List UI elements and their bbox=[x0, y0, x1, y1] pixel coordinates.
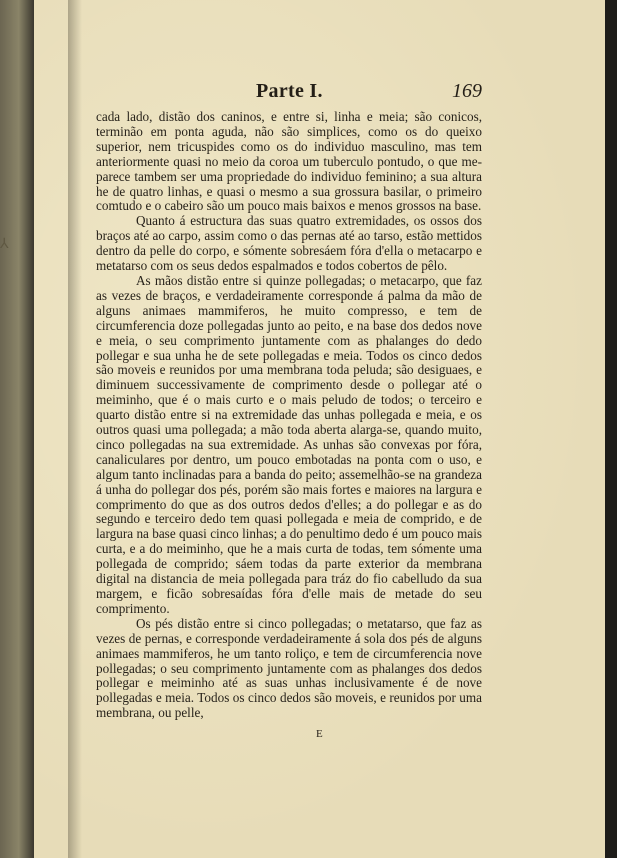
paragraph-2: Quanto á estructura das suas quatro extremidades, os ossos dos braços até ao carpo, assim como o das pernas até ao tarso, estão mettidos dentro da pelle do corpo, e sómente sobresáem fóra d'ella o metacarpo e metatarso com os seus dedos espalmados e todos cobertos de pêlo. bbox=[96, 213, 482, 274]
paragraph-3: As mãos distão entre si quinze pollegadas; o metacarpo, que faz as vezes de braços, e verdadeiramente corresponde á palma da mão de alguns animaes mammiferos, he muito compresso, e tem de circumferencia doze pollegadas junto ao peito, e na base dos dedos nove e meia, o seu comprimento juntamente com as phalanges do dedo pollegar e sua unha he de sete pollegadas e meia. Todos os cinco dedos são moveis e reunidos por uma membrana toda peluda; são desiguaes, e diminuem successivamente de comprimento desde o pollegar até o meiminho, que é o mais curto e o mais peludo de todos; o terceiro e quarto distão entre si na extremidade das unhas pollegada e meia, e os outros quasi uma pollegada; a mão toda aberta alarga-se, quando muito, cinco pollegadas na sua extremidade. As unhas são convexas por fóra, canaliculares por dentro, um pouco embotadas na ponta com o uso, e algum tanto inclinadas para a banda do peito; assemelhão-se na grandeza á unha do pollegar dos pés, porém são mais fortes e maiores na largura e comprimento do que as dos outros dedos d'elles; a do pollegar e as do segundo e terceiro dedo tem quasi pollegada e meia de comprido, e de largura na base quasi cinco linhas; a do penultimo dedo é um pouco mais curta, e a do meiminho, que he a mais curta de todas, tem sómente uma pollegada de comprido; sáem todas da parte exterior da membrana digital na distancia de meia pollegada para tráz do fio cabelludo da sua margem, e ficão sobresaídas fóra d'elle mais de metade do seu comprimento. bbox=[96, 272, 482, 616]
paragraph-1: cada lado, distão dos caninos, e entre si, linha e meia; são conicos, terminão em ponta aguda, não são simplices, como os do queixo superior, nem tricuspides como os do individuo masculino, mas tem anteriormente quasi no meio da coroa um tuberculo pontudo, o que me-parece tambem ser uma propriedade do individuo feminino; a sua altura he de quatro linhas, e quasi o mesmo a sua grossura basilar, o primeiro comtudo e o cabeiro são um pouco mais baixos e menos grossos na base. bbox=[96, 109, 482, 214]
gutter-shadow bbox=[68, 0, 82, 858]
margin-mark-icon: ⅄ bbox=[0, 237, 9, 252]
paragraph-4: Os pés distão entre si cinco pollegadas; o metatarso, que faz as vezes de pernas, e corresponde verdadeiramente á sola dos pés de alguns animaes mammiferos, he um tanto roliço, e tem de circumferencia nove pollegadas; o seu comprimento juntamente com as phalanges dos dedos pollegar e meiminho até as suas unhas inclusivamente é de nove pollegadas e meia. Todos os cinco dedos são moveis, e reunidos por uma membrana, ou pelle, bbox=[96, 615, 482, 721]
signature-mark: E bbox=[316, 728, 323, 740]
book-spine-edge bbox=[0, 0, 34, 858]
page-number: 169 bbox=[452, 80, 482, 102]
running-title: Parte I. bbox=[256, 80, 323, 102]
body-text bbox=[96, 110, 482, 721]
